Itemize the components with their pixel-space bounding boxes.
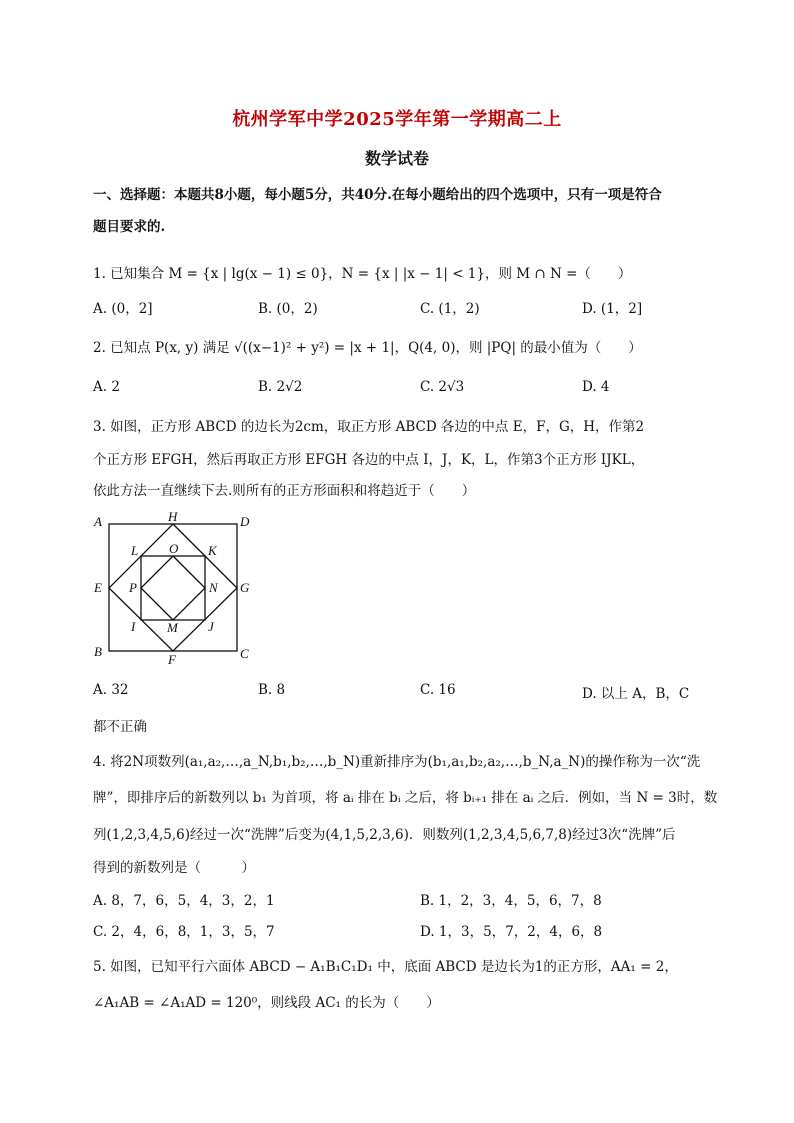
q5-stem-line1: 5. 如图，已知平行六面体 ABCD − A₁B₁C₁D₁ 中，底面 ABCD 是边长为1的正方形，AA₁ = 2， xyxy=(93,959,678,975)
q3-option-b: B. 8 xyxy=(258,682,286,698)
q4-option-a: A. 8，7，6，5，4，3，2，1 xyxy=(93,893,275,909)
label-j: J xyxy=(208,619,214,634)
label-g: G xyxy=(240,580,250,595)
q1-option-b: B. (0，2) xyxy=(258,301,318,317)
label-p: P xyxy=(129,580,137,595)
section-instruction-line1: 一、选择题：本题共8小题，每小题5分，共40分.在每小题给出的四个选项中，只有一项是符合 xyxy=(93,187,662,203)
q2-option-b: B. 2√2 xyxy=(258,379,303,395)
q4-option-d: D. 1，3，5，7，2，4，6，8 xyxy=(420,924,603,940)
label-l: L xyxy=(131,543,139,558)
q3-stem-line2: 个正方形 EFGH，然后再取正方形 EFGH 各边的中点 I，J，K，L，作第3个正方形 IJKL， xyxy=(93,452,645,468)
q4-option-b: B. 1，2，3，4，5，6，7，8 xyxy=(420,893,602,909)
label-o: O xyxy=(169,541,179,556)
q2-option-d: D. 4 xyxy=(582,379,610,395)
q3-option-c: C. 16 xyxy=(420,682,456,698)
q3-option-a: A. 32 xyxy=(93,682,129,698)
q3-option-d-continued: 都不正确 xyxy=(93,719,147,735)
exam-title: 杭州学军中学2025学年第一学期高二上 xyxy=(232,109,562,130)
label-f: F xyxy=(168,652,176,667)
section-instruction-line2: 题目要求的. xyxy=(93,219,166,235)
q4-stem-line2: 牌”，即排序后的新数列以 b₁ 为首项，将 aᵢ 排在 bᵢ 之后，将 bᵢ₊₁ 排在 aᵢ 之后．例如，当 N = 3时，数 xyxy=(93,790,718,806)
label-m: M xyxy=(167,620,178,635)
q1-option-a: A. (0，2] xyxy=(93,301,153,317)
square-ijkl xyxy=(141,556,205,620)
q4-option-c: C. 2，4，6，8，1，3，5，7 xyxy=(93,924,275,940)
q2-stem: 2. 已知点 P(x, y) 满足 √((x−1)² + y²) = |x + 1|，Q(4, 0)，则 |PQ| 的最小值为（ ） xyxy=(93,340,642,356)
label-c: C xyxy=(240,646,249,661)
label-i: I xyxy=(131,619,136,634)
q4-stem-line4: 得到的新数列是（ ） xyxy=(93,860,255,876)
square-mnop xyxy=(141,556,205,620)
q4-stem-line3: 列(1,2,3,4,5,6)经过一次“洗牌”后变为(4,1,5,2,3,6)．则数列(1,2,3,4,5,6,7,8)经过3次“洗牌”后 xyxy=(93,827,676,843)
q3-stem-line1: 3. 如图，正方形 ABCD 的边长为2cm，取正方形 ABCD 各边的中点 E，F，G，H，作第2 xyxy=(93,419,645,435)
label-a: A xyxy=(94,514,102,529)
q4-stem-line1: 4. 将2N项数列(a₁,a₂,…,a_N,b₁,b₂,…,b_N)重新排序为(b₁,a₁,b₂,a₂,…,b_N,a_N)的操作称为一次“洗 xyxy=(93,754,701,770)
q2-option-a: A. 2 xyxy=(93,379,120,395)
label-n: N xyxy=(209,580,218,595)
q3-stem-line3: 依此方法一直继续下去.则所有的正方形面积和将趋近于（ ） xyxy=(93,483,476,499)
q3-option-d: D. 以上 A，B，C xyxy=(582,686,690,702)
q1-stem: 1. 已知集合 M = {x | lg(x − 1) ≤ 0}，N = {x | |x − 1| < 1}，则 M ∩ N =（ ） xyxy=(93,266,632,282)
label-b: B xyxy=(94,644,102,659)
label-e: E xyxy=(94,580,102,595)
nested-squares-figure xyxy=(90,510,260,670)
q5-stem-line2: ∠A₁AB = ∠A₁AD = 120⁰，则线段 AC₁ 的长为（ ） xyxy=(93,995,440,1011)
label-h: H xyxy=(168,510,178,524)
q1-option-d: D. (1，2] xyxy=(582,301,643,317)
exam-subtitle: 数学试卷 xyxy=(364,149,429,168)
label-k: K xyxy=(208,543,217,558)
q1-option-c: C. (1，2) xyxy=(420,301,480,317)
q2-option-c: C. 2√3 xyxy=(420,379,465,395)
label-d: D xyxy=(240,514,250,529)
